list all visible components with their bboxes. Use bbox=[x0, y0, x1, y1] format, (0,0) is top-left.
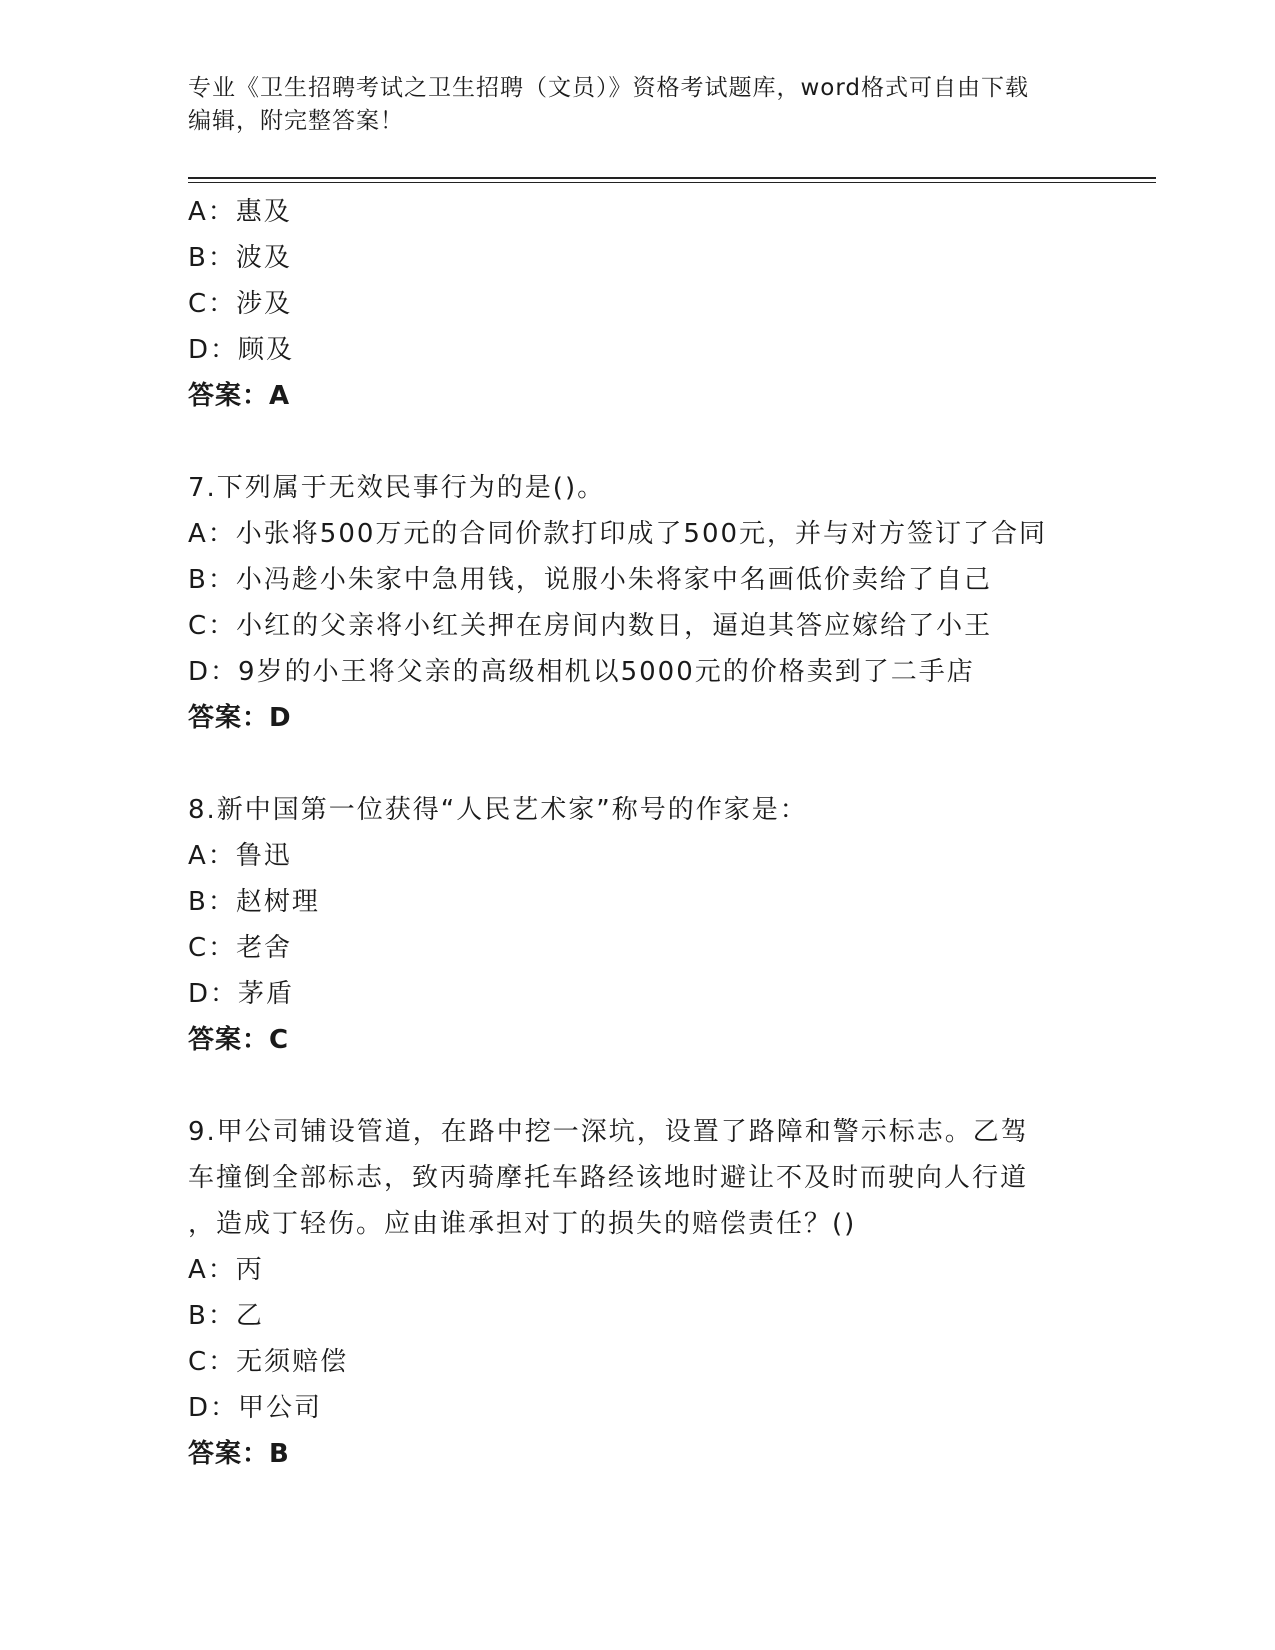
answer: 答案：C bbox=[188, 1025, 290, 1055]
header-divider-thin bbox=[188, 182, 1156, 183]
header-line-1: 专业《卫生招聘考试之卫生招聘（文员）》资格考试题库，word格式可自由下载 bbox=[188, 75, 1030, 101]
spacer bbox=[188, 741, 1088, 787]
option-d: D：茅盾 bbox=[188, 979, 295, 1009]
option-b: B：赵树理 bbox=[188, 887, 320, 917]
question-text-line-1: 9.甲公司铺设管道，在路中挖一深坑，设置了路障和警示标志。乙驾 bbox=[188, 1117, 1029, 1147]
answer: 答案：B bbox=[188, 1439, 290, 1469]
question-text: 7.下列属于无效民事行为的是()。 bbox=[188, 473, 606, 503]
spacer bbox=[188, 1063, 1088, 1109]
option-a: A：丙 bbox=[188, 1255, 264, 1285]
question-6 bbox=[188, 189, 1088, 419]
option-a: A：鲁迅 bbox=[188, 841, 292, 871]
question-7 bbox=[188, 465, 1088, 741]
question-8 bbox=[188, 787, 1088, 1063]
option-d: D：9岁的小王将父亲的高级相机以5000元的价格卖到了二手店 bbox=[188, 657, 975, 687]
question-content bbox=[188, 189, 1088, 1477]
option-d: D：顾及 bbox=[188, 335, 295, 365]
spacer bbox=[188, 419, 1088, 465]
option-b: B：乙 bbox=[188, 1301, 264, 1331]
option-d: D：甲公司 bbox=[188, 1393, 323, 1423]
option-c: C：无须赔偿 bbox=[188, 1347, 349, 1377]
document-header bbox=[188, 72, 1068, 138]
option-a: A：惠及 bbox=[188, 197, 292, 227]
question-text-line-3: ，造成丁轻伤。应由谁承担对丁的损失的赔偿责任？() bbox=[188, 1209, 857, 1239]
option-c: C：老舍 bbox=[188, 933, 293, 963]
answer: 答案：A bbox=[188, 381, 291, 411]
question-text: 8.新中国第一位获得“人民艺术家”称号的作家是： bbox=[188, 795, 808, 825]
option-b: B：波及 bbox=[188, 243, 292, 273]
header-divider-thick bbox=[188, 177, 1156, 179]
header-line-2: 编辑，附完整答案！ bbox=[188, 108, 404, 134]
option-b: B：小冯趁小朱家中急用钱，说服小朱将家中名画低价卖给了自己 bbox=[188, 565, 992, 595]
question-9 bbox=[188, 1109, 1088, 1477]
answer: 答案：D bbox=[188, 703, 292, 733]
option-c: C：涉及 bbox=[188, 289, 293, 319]
option-c: C：小红的父亲将小红关押在房间内数日，逼迫其答应嫁给了小王 bbox=[188, 611, 993, 641]
question-text-line-2: 车撞倒全部标志，致丙骑摩托车路经该地时避让不及时而驶向人行道 bbox=[188, 1163, 1029, 1193]
option-a: A：小张将500万元的合同价款打印成了500元，并与对方签订了合同 bbox=[188, 519, 1048, 549]
